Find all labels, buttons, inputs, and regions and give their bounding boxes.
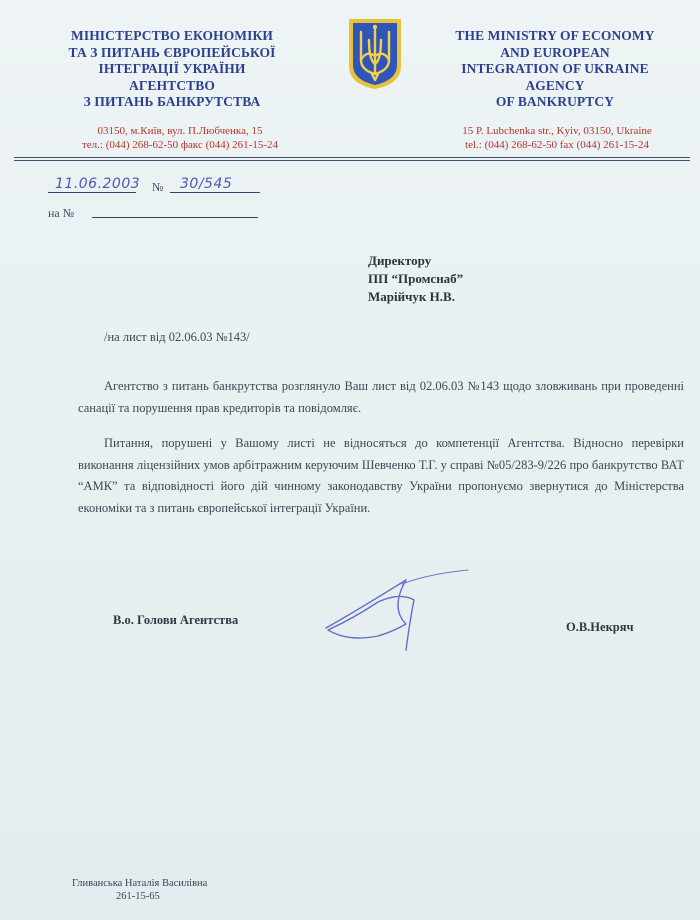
reference-number-label: на № [48, 206, 75, 220]
header-left-line: АГЕНТСТВО [128, 77, 215, 93]
header-right-line: INTEGRATION OF UKRAINE [461, 61, 649, 76]
header-left-line: З ПИТАНЬ БАНКРУТСТВА [83, 94, 261, 109]
header-right-line: OF BANKRUPTCY [495, 94, 615, 109]
header-left-line: ІНТЕГРАЦІЇ УКРАЇНИ [98, 61, 246, 76]
reference-number-line [92, 217, 258, 218]
addressee-company: ПП “Промснаб” [368, 271, 464, 286]
address-left-street: 03150, м.Київ, вул. П.Любченка, 15 [97, 125, 263, 137]
body-paragraph-text: Агентство з питань банкрутства розглянуло Ваш лист від 02.06.03 №143 щодо зловживань при проведенні санації та порушення прав кредиторів та повідомляє. [78, 379, 684, 415]
body-paragraph [78, 433, 684, 519]
registration-date-line [48, 192, 136, 193]
signatory-position: В.о. Голови Агентства [113, 613, 239, 627]
addressee-block [368, 252, 463, 306]
trident-emblem-icon [346, 16, 404, 92]
header-right-line: AND EUROPEAN [500, 44, 610, 60]
addressee-title: Директору [368, 253, 432, 268]
header-divider [14, 160, 690, 161]
registration-date: 11.06.2003 [55, 176, 141, 192]
header-right-line: AGENCY [525, 77, 585, 93]
registration-number-label: № [152, 180, 164, 194]
header-right-line: THE MINISTRY OF ECONOMY [455, 28, 655, 43]
header-divider [14, 157, 690, 158]
address-right-street: 15 P. Lubchenka str., Kyiv, 03150, Ukraine [462, 125, 652, 137]
addressee-name: Марійчук Н.В. [368, 289, 455, 304]
header-right-english [420, 28, 690, 111]
address-left [40, 124, 320, 152]
executor-footer [72, 877, 207, 903]
address-right [422, 124, 692, 152]
registration-number: 30/545 [180, 176, 233, 192]
reference-line: /на лист від 02.06.03 №143/ [104, 330, 250, 344]
header-left-line: ТА З ПИТАНЬ ЄВРОПЕЙСЬКОЇ [68, 44, 276, 60]
address-right-phone: tel.: (044) 268-62-50 fax (044) 261-15-24 [465, 139, 649, 151]
body-paragraph-text: Питання, порушені у Вашому листі не відносяться до компетенції Агентства. Відносно перевірки виконання ліцензійних умов арбітражним керуючим Шевченко Т.Г. у справі №05/283-9/226 про банкрутство ВАТ “АМК” та відповідності його дій чинному законодавству України пропонуємо звернутися до Міністерства економіки та з питань європейської інтеграції України. [78, 436, 684, 515]
header-left-ukrainian [18, 28, 326, 111]
executor-name: Гливанська Наталія Василівна [72, 878, 208, 889]
signatory-name: О.В.Некряч [566, 620, 634, 634]
handwritten-signature [318, 562, 488, 662]
address-left-phone: тел.: (044) 268-62-50 факс (044) 261-15-24 [81, 139, 278, 151]
body-paragraph [78, 376, 684, 419]
executor-phone: 261-15-65 [116, 891, 160, 902]
registration-number-line [170, 192, 260, 193]
header-left-line: МІНІСТЕРСТВО ЕКОНОМІКИ [71, 28, 273, 43]
